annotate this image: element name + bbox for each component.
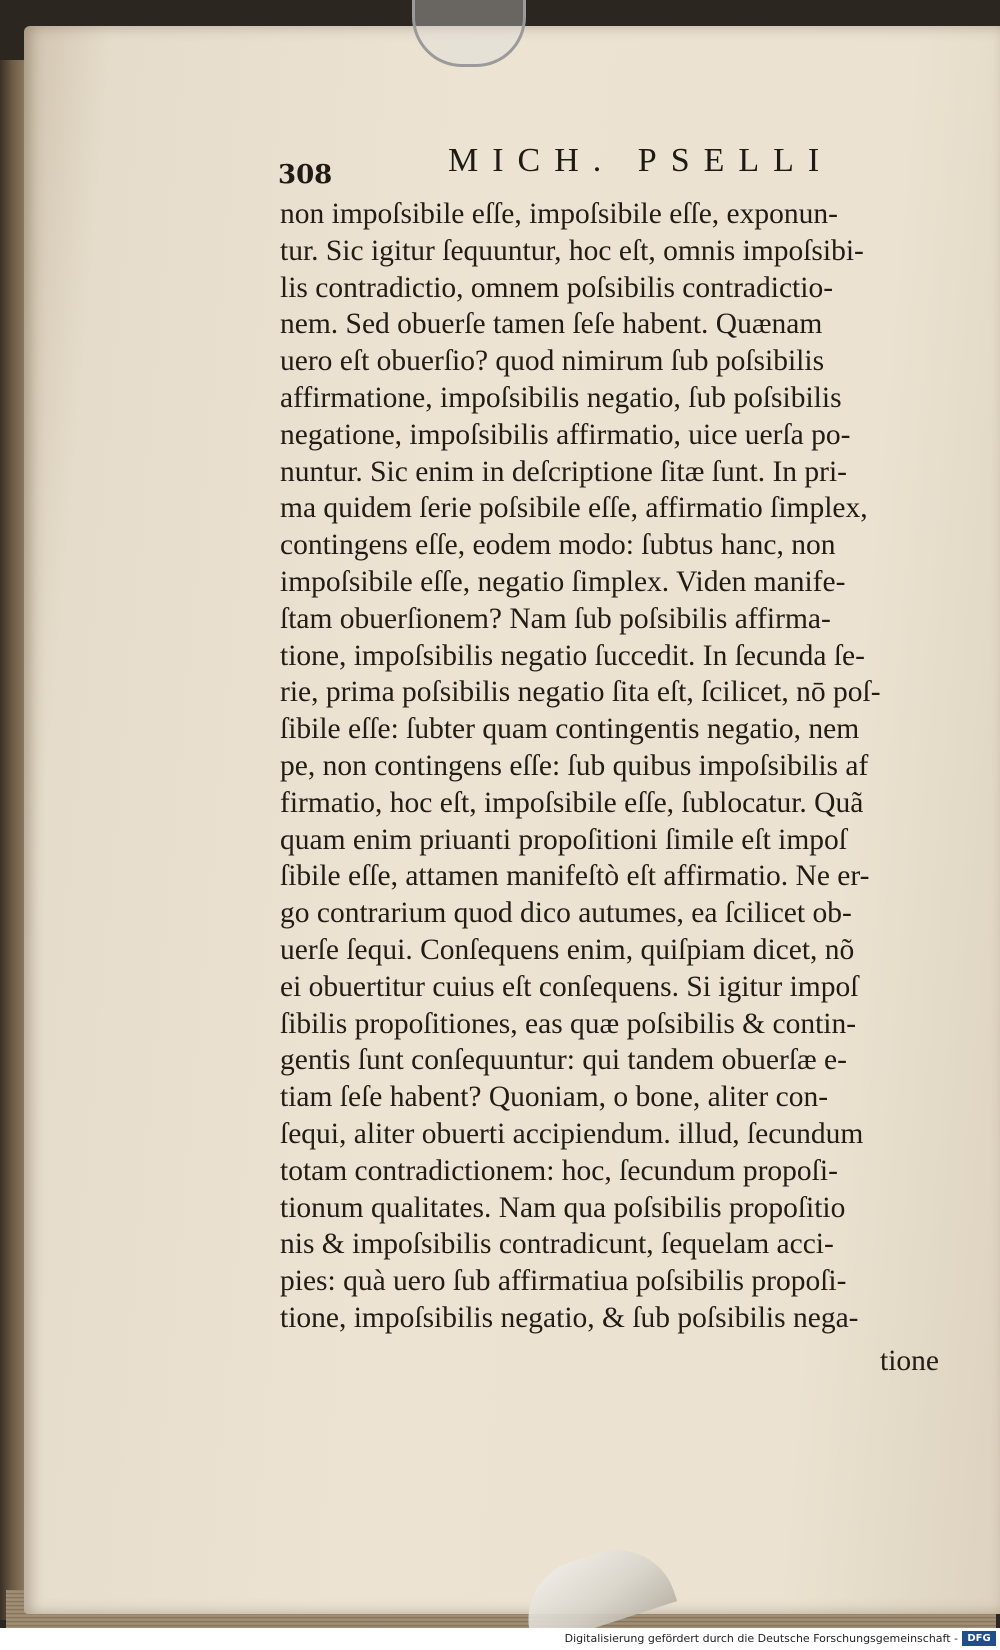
text-line: affirmatione, impoſsibilis negatio, ſub poſsibilis [280, 381, 842, 414]
text-line: ſibilis propoſitiones, eas quæ poſsibilis & contin- [280, 1007, 857, 1040]
text-line: uerſe ſequi. Conſequens enim, quiſpiam dicet, nõ [280, 933, 855, 966]
text-line: negatione, impoſsibilis affirmatio, uice uerſa po- [280, 418, 851, 451]
text-line: tione, impoſsibilis negatio ſuccedit. In ſecunda ſe- [280, 639, 865, 672]
digitization-footer [0, 1628, 1000, 1650]
text-line: ei obuertitur cuius eſt conſequens. Si igitur impoſ [280, 970, 859, 1003]
text-line: non impoſsibile eſſe, impoſsibile eſſe, exponun- [280, 198, 838, 230]
funding-credit: Digitalisierung gefördert durch die Deutsche Forschungsgemeinschaft - [564, 1632, 958, 1645]
text-line: gentis ſunt conſequuntur: qui tandem obuerſæ e- [280, 1044, 847, 1077]
text-line: quam enim priuanti propoſitioni ſimile eſt impoſ [280, 823, 847, 856]
text-line: ſibile eſſe, attamen manifeſtò eſt affirmatio. Ne er- [280, 860, 870, 893]
text-line: uero eſt obuerſio? quod nimirum ſub poſsibilis [280, 345, 825, 378]
text-line: ma quidem ſerie poſsibile eſſe, affirmatio ſimplex, [280, 492, 868, 525]
text-line: pies: quà uero ſub affirmatiua poſsibilis propoſi- [280, 1265, 847, 1298]
text-line: impoſsibile eſſe, negatio ſimplex. Viden manife- [280, 565, 846, 598]
text-line: contingens eſſe, eodem modo: ſubtus hanc, non [280, 529, 836, 562]
text-line: tiam ſeſe habent? Quoniam, o bone, aliter con- [280, 1081, 829, 1114]
text-line: firmatio, hoc eſt, impoſsibile eſſe, ſublocatur. Quã [280, 786, 864, 819]
text-line: ſequi, aliter obuerti accipiendum. illud, ſecundum [280, 1117, 864, 1150]
text-line: totam contradictionem: hoc, ſecundum propoſi- [280, 1154, 838, 1187]
text-line: tionum qualitates. Nam qua poſsibilis propoſitio [280, 1191, 846, 1224]
page-header [278, 138, 958, 194]
text-line: lis contradictio, omnem poſsibilis contradictio- [280, 271, 834, 304]
text-line: go contrarium quod dico autumes, ea ſcilicet ob- [280, 897, 852, 930]
running-head: MICH. PSELLI [448, 142, 834, 179]
page-number: 308 [278, 160, 333, 190]
text-line: tur. Sic igitur ſequuntur, hoc eſt, omnis impoſsibi- [280, 234, 864, 267]
text-line: ſtam obuerſionem? Nam ſub poſsibilis affirma- [280, 602, 831, 635]
text-line: nis & impoſsibilis contradicunt, ſequelam acci- [280, 1228, 834, 1261]
text-line: tione, impoſsibilis negatio, & ſub poſsibilis nega- [280, 1301, 859, 1334]
catchword: tione [880, 1345, 939, 1377]
body-text [280, 196, 980, 1337]
text-line: pe, non contingens eſſe: ſub quibus impoſsibilis af [280, 749, 869, 782]
text-line: ſibile eſſe: ſubter quam contingentis negatio, nem [280, 713, 860, 746]
text-line: nuntur. Sic enim in deſcriptione ſitæ ſunt. In pri- [280, 455, 847, 488]
text-line: rie, prima poſsibilis negatio ſita eſt, ſcilicet, nō poſ- [280, 676, 881, 709]
dfg-logo: DFG [962, 1631, 996, 1646]
text-line: nem. Sed obuerſe tamen ſeſe habent. Quænam [280, 308, 823, 341]
